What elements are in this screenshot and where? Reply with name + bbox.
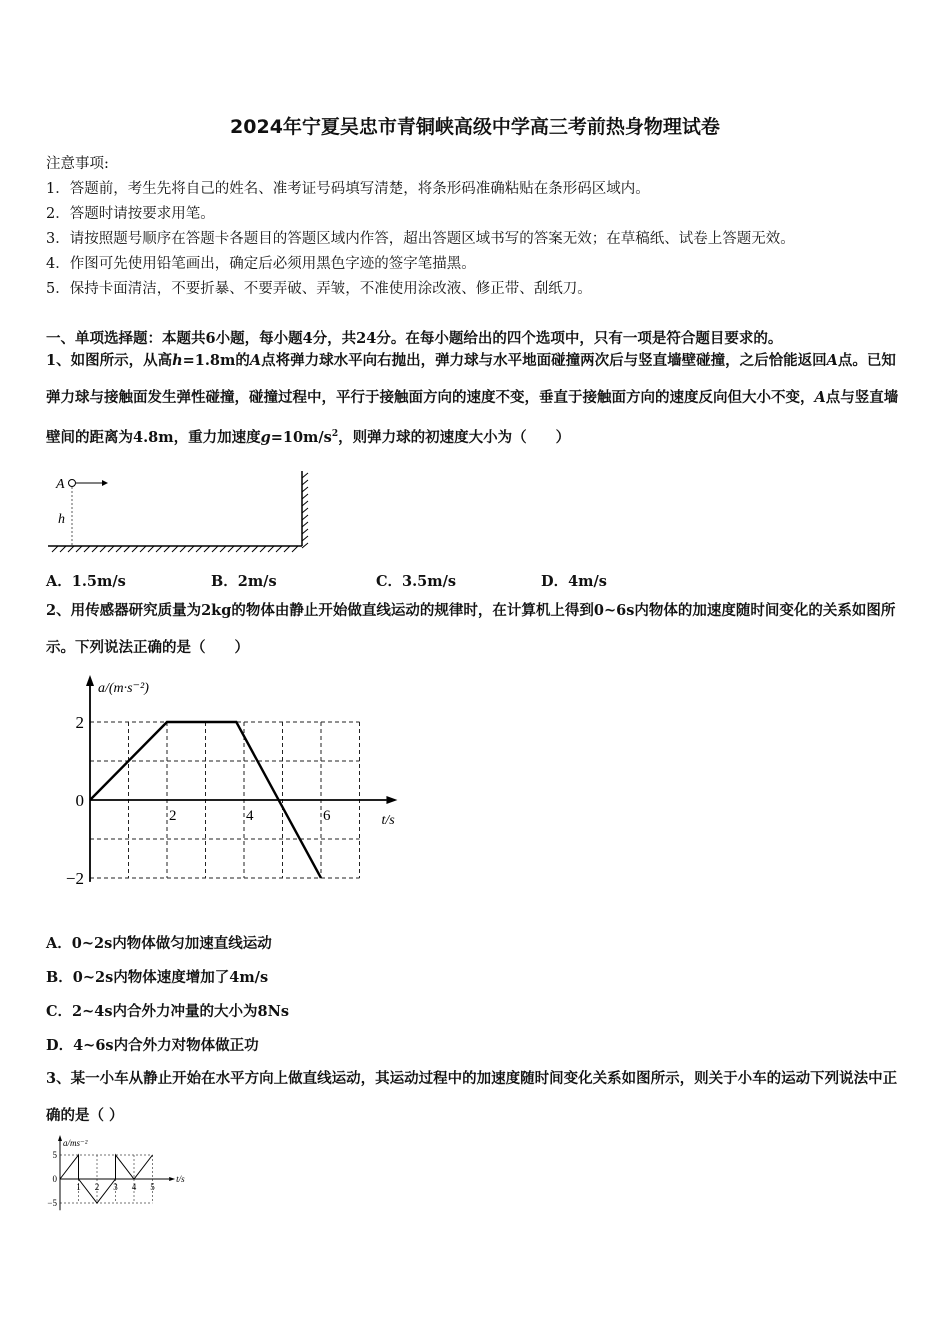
- ground-hatch-mark: [156, 546, 162, 552]
- ground-hatch-mark: [244, 546, 250, 552]
- y-axis-arrow: [86, 675, 94, 686]
- ground-hatch-mark: [212, 546, 218, 552]
- ground-hatch-mark: [284, 546, 290, 552]
- ground-hatch-mark: [100, 546, 106, 552]
- y-axis-arrow: [58, 1135, 62, 1141]
- x-axis-label: t/s: [381, 813, 395, 828]
- ground-hatch-mark: [196, 546, 202, 552]
- q2-option-b[interactable]: B．0~2s内物体速度增加了4m/s: [46, 969, 269, 986]
- ball-point-a: [69, 480, 76, 487]
- option-b[interactable]: B．2m/s: [211, 573, 277, 590]
- wall-hatch-mark: [302, 480, 308, 485]
- wall-hatch-mark: [302, 543, 308, 548]
- wall-hatch-mark: [302, 487, 308, 492]
- y-tick-label: 0: [75, 791, 84, 810]
- y-axis-label: a/ms⁻²: [63, 1138, 88, 1148]
- ground-hatch-mark: [204, 546, 210, 552]
- option-c[interactable]: C．3.5m/s: [376, 573, 457, 590]
- ground-hatch-mark: [52, 546, 58, 552]
- section-heading: 一、单项选择题：本题共6小题，每小题4分，共24分。在每小题给出的四个选项中，只有一项是符合题目要求的。: [46, 330, 783, 347]
- page-title: 2024年宁夏吴忠市青铜峡高级中学高三考前热身物理试卷: [230, 116, 720, 138]
- ground-hatch-mark: [260, 546, 266, 552]
- x-tick-label: 4: [246, 808, 254, 824]
- y-tick-label: 5: [52, 1150, 57, 1160]
- question-3-text: 3、某一小车从静止开始在水平方向上做直线运动，其运动过程中的加速度随时间变化关系如图所示，则关于小车的运动下列说法中正确的是（ ）: [46, 1070, 898, 1124]
- ground-hatch-mark: [180, 546, 186, 552]
- x-axis-arrow: [169, 1177, 175, 1181]
- notice-item-1: 1．答题前，考生先将自己的姓名、准考证号码填写清楚，将条形码准确粘贴在条形码区域内。: [46, 181, 650, 197]
- wall-hatch-mark: [302, 536, 308, 541]
- wall-hatch-mark: [302, 515, 308, 520]
- option-a[interactable]: A．1.5m/s: [46, 573, 126, 590]
- x-tick-label: 3: [113, 1182, 118, 1192]
- ground-hatch-mark: [220, 546, 226, 552]
- wall-hatch-mark: [302, 473, 308, 478]
- ground-hatch-mark: [76, 546, 82, 552]
- question-2-text: 2、用传感器研究质量为2kg的物体由静止开始做直线运动的规律时，在计算机上得到0~6s内物体的加速度随时间变化的关系如图所示。下列说法正确的是（ ）: [46, 602, 896, 656]
- ground-hatch-mark: [60, 546, 66, 552]
- ground-hatch-mark: [116, 546, 122, 552]
- question-1-figure: [40, 465, 320, 565]
- ground-hatch-mark: [236, 546, 242, 552]
- ground-hatch-mark: [228, 546, 234, 552]
- ground-hatch-mark: [108, 546, 114, 552]
- wall-hatch-mark: [302, 508, 308, 513]
- ground-hatch-mark: [276, 546, 282, 552]
- notice-item-5: 5．保持卡面清洁，不要折暴、不要弄破、弄皱，不准使用涂改液、修正带、刮纸刀。: [46, 281, 592, 297]
- notice-item-3: 3．请按照题号顺序在答题卡各题目的答题区域内作答，超出答题区域书写的答案无效；在草稿纸、试卷上答题无效。: [46, 231, 795, 247]
- q2-option-c[interactable]: C．2~4s内合外力冲量的大小为8Ns: [46, 1003, 290, 1020]
- x-tick-label: 6: [323, 808, 331, 824]
- ground-hatch-mark: [132, 546, 138, 552]
- arrow-head: [102, 480, 108, 486]
- ground-hatch-mark: [268, 546, 274, 552]
- ground-hatch-mark: [84, 546, 90, 552]
- y-tick-label: −2: [65, 869, 84, 888]
- ground-hatch-mark: [164, 546, 170, 552]
- ground-hatch-mark: [124, 546, 130, 552]
- q2-option-d[interactable]: D．4~6s内合外力对物体做正功: [46, 1037, 259, 1054]
- ground-hatch-mark: [140, 546, 146, 552]
- ground-hatch-mark: [92, 546, 98, 552]
- notice-item-4: 4．作图可先使用铅笔画出，确定后必须用黑色字迹的签字笔描黑。: [46, 256, 476, 272]
- q2-option-a[interactable]: A．0~2s内物体做匀加速直线运动: [46, 935, 272, 952]
- ground-hatch-mark: [292, 546, 298, 552]
- wall-hatch-mark: [302, 522, 308, 527]
- y-tick-label: 0: [52, 1174, 57, 1184]
- y-tick-label: −5: [47, 1198, 57, 1208]
- option-d[interactable]: D．4m/s: [541, 573, 607, 590]
- ground-hatch-mark: [252, 546, 258, 552]
- label-h: h: [58, 512, 65, 527]
- y-tick-label: 2: [75, 713, 84, 732]
- x-tick-label: 4: [131, 1182, 137, 1192]
- wall-hatch-mark: [302, 494, 308, 499]
- question-3-chart: [40, 1132, 190, 1222]
- question-1-text: 1、如图所示，从高h=1.8m的A点将弹力球水平向右抛出，弹力球与水平地面碰撞两次后与竖直墙壁碰撞，之后恰能返回A点。已知弹力球与接触面发生弹性碰撞，碰撞过程中，平行于接触面方向的速度不变，垂直于接触面方向的速度反向但大小不变，A点与竖直墙壁间的距离为4.8m，重力加速度$g=10m/s^2$，则弹力球的初速度大小为（ ）: [46, 352, 899, 446]
- x-tick-label: 2: [169, 808, 177, 824]
- ground-hatch-mark: [148, 546, 154, 552]
- ground-hatch-mark: [188, 546, 194, 552]
- x-tick-label: 5: [150, 1182, 155, 1192]
- wall-hatch-mark: [302, 529, 308, 534]
- notice-item-2: 2．答题时请按要求用笔。: [46, 206, 215, 222]
- x-tick-label: 2: [94, 1182, 100, 1192]
- wall-hatch-mark: [302, 501, 308, 506]
- x-tick-label: 1: [76, 1182, 81, 1192]
- y-axis-label: a/(m·s⁻²): [98, 681, 149, 696]
- x-axis-arrow: [386, 796, 397, 804]
- notice-heading: 注意事项:: [46, 156, 109, 172]
- x-axis-label: t/s: [176, 1174, 185, 1184]
- question-1-options: [46, 570, 607, 591]
- ground-hatch-mark: [172, 546, 178, 552]
- ground-hatch-mark: [68, 546, 74, 552]
- question-2-chart: [55, 670, 405, 900]
- label-a: A: [56, 477, 65, 492]
